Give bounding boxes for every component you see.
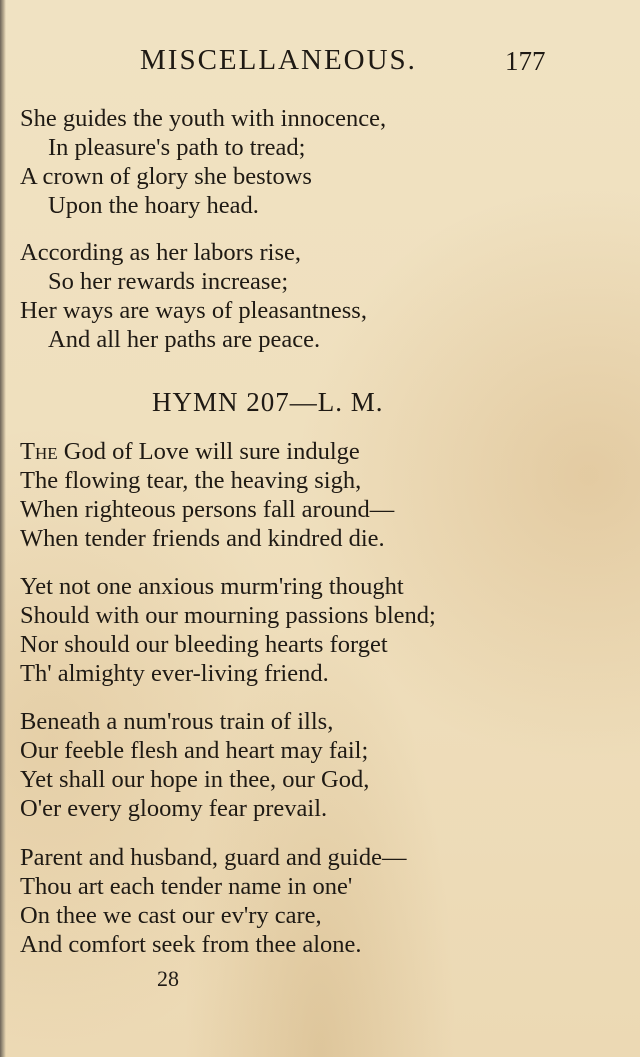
verse-line bbox=[20, 437, 394, 466]
verse-line: And all her paths are peace. bbox=[48, 326, 321, 353]
verse-line: On thee we cast our ev'ry care, bbox=[20, 902, 322, 929]
verse-line: According as her labors rise, bbox=[20, 239, 301, 266]
verse-line: When tender friends and kindred die. bbox=[20, 525, 385, 552]
printer-signature-mark: 28 bbox=[157, 966, 179, 991]
verse-line: The flowing tear, the heaving sigh, bbox=[20, 467, 362, 494]
verse-line: Yet not one anxious murm'ring thought bbox=[20, 573, 404, 600]
stanza bbox=[20, 437, 394, 553]
verse-line: Yet shall our hope in thee, our God, bbox=[20, 766, 370, 793]
running-header: MISCELLANEOUS. bbox=[140, 44, 417, 76]
verse-line: O'er every gloomy fear prevail. bbox=[20, 795, 328, 822]
page-spine-shadow bbox=[0, 0, 6, 1057]
verse-line: And comfort seek from thee alone. bbox=[20, 931, 362, 958]
verse-line: Her ways are ways of pleasantness, bbox=[20, 297, 367, 324]
verse-line: Should with our mourning passions blend; bbox=[20, 602, 436, 629]
stanza bbox=[20, 707, 369, 823]
verse-line: In pleasure's path to tread; bbox=[48, 134, 306, 161]
stanza bbox=[20, 104, 386, 220]
verse-line: Nor should our bleeding hearts forget bbox=[20, 631, 388, 658]
opening-word: The bbox=[20, 438, 58, 465]
stanza bbox=[20, 238, 367, 354]
verse-line: Beneath a num'rous train of ills, bbox=[20, 708, 334, 735]
stanza bbox=[20, 572, 436, 688]
verse-line: So her rewards increase; bbox=[48, 268, 289, 295]
verse-line: A crown of glory she bestows bbox=[20, 163, 312, 190]
verse-line: Thou art each tender name in one' bbox=[20, 873, 353, 900]
verse-line: Parent and husband, guard and guide— bbox=[20, 844, 407, 871]
verse-line: She guides the youth with innocence, bbox=[20, 105, 387, 132]
verse-line-text: God of Love will sure indulge bbox=[57, 438, 360, 465]
verse-line: When righteous persons fall around— bbox=[20, 496, 395, 523]
stanza bbox=[20, 843, 406, 959]
verse-line: Th' almighty ever-living friend. bbox=[20, 660, 329, 687]
verse-line: Upon the hoary head. bbox=[48, 192, 259, 219]
hymn-title: HYMN 207—L. M. bbox=[152, 387, 384, 417]
page-number: 177 bbox=[505, 46, 546, 76]
verse-line: Our feeble flesh and heart may fail; bbox=[20, 737, 369, 764]
